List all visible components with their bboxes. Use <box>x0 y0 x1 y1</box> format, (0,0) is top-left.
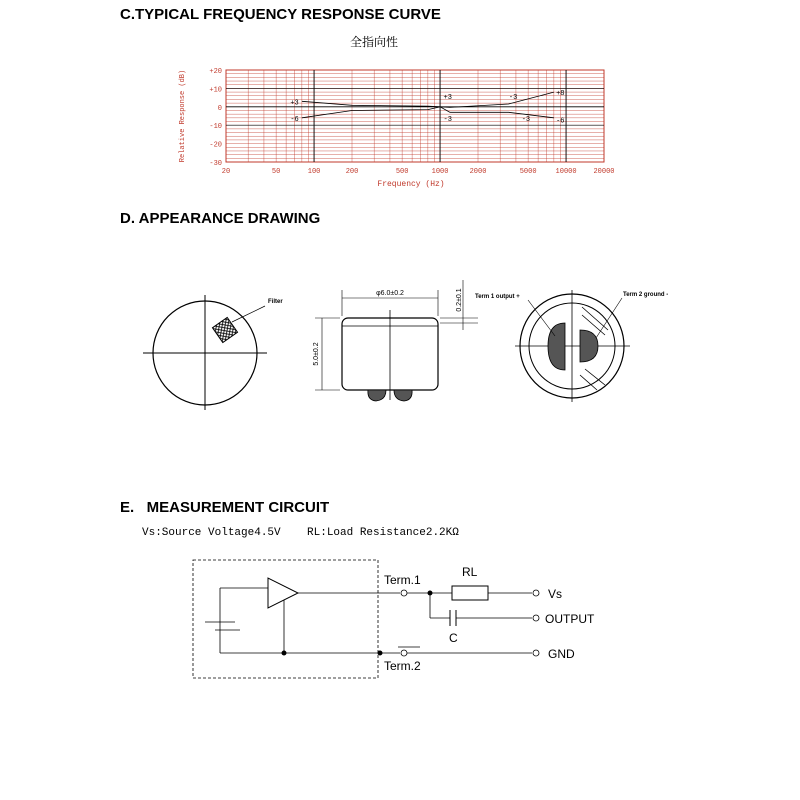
frequency-response-chart <box>0 0 800 200</box>
x-tick-label: 200 <box>345 168 359 176</box>
y-axis-label: Relative Response (dB) <box>179 69 187 163</box>
x-tick-label: 100 <box>307 168 321 176</box>
chart-frame <box>226 70 604 162</box>
height-label: 5.0±0.2 <box>313 342 320 366</box>
filter-label: Filter <box>268 299 283 305</box>
output-label: OUTPUT <box>545 612 595 626</box>
amplifier-symbol <box>268 578 298 608</box>
chart-subtitle: 全指向性 <box>350 35 399 49</box>
term1-label: Term 1 output + <box>475 294 520 300</box>
x-tick-label: 50 <box>271 168 281 176</box>
term2-label: Term 2 ground - <box>623 292 669 298</box>
chart-grid <box>226 70 604 162</box>
annotation-label: -3 <box>508 93 518 102</box>
side-view <box>313 280 478 401</box>
x-tick-label: 2000 <box>469 168 487 176</box>
x-tick-label: 20 <box>221 168 231 176</box>
mic-housing <box>193 560 378 678</box>
appearance-drawing <box>0 270 800 470</box>
y-tick-label: +10 <box>209 86 222 95</box>
section-e-heading: E. MEASUREMENT CIRCUIT <box>120 499 330 516</box>
term2-label: Term.2 <box>384 659 421 673</box>
diameter-label: φ6.0±0.2 <box>376 290 404 297</box>
y-tick-label: -20 <box>209 141 222 150</box>
top-view <box>143 295 283 410</box>
circuit-spec-line: Vs:Source Voltage4.5V RL:Load Resistance2.2KΩ <box>142 527 459 539</box>
annotation-label: -3 <box>521 115 531 124</box>
x-tick-label: 1000 <box>431 168 449 176</box>
y-tick-label: -30 <box>209 160 222 168</box>
y-tick-label: 0 <box>217 104 222 113</box>
annotation-label: +8 <box>556 90 565 99</box>
measurement-circuit <box>0 550 800 690</box>
x-tick-label: 10000 <box>555 168 577 176</box>
chart-annotations <box>290 90 564 126</box>
annotation-label: -6 <box>290 115 299 124</box>
term2-pad <box>580 330 598 362</box>
annotation-label: -3 <box>443 115 452 124</box>
term1-label: Term.1 <box>384 573 421 587</box>
vs-label: Vs <box>548 587 563 601</box>
x-tick-label: 5000 <box>519 168 537 176</box>
y-tick-label: +20 <box>209 68 222 76</box>
annotation-label: +3 <box>290 99 299 108</box>
section-d-heading: D. APPEARANCE DRAWING <box>120 210 321 227</box>
rl-label: RL <box>462 565 478 579</box>
x-axis-label: Frequency (Hz) <box>377 180 445 189</box>
bottom-view <box>475 290 668 402</box>
x-tick-label: 20000 <box>593 168 615 176</box>
offset-label: 0.2±0.1 <box>456 288 463 312</box>
annotation-label: -6 <box>556 117 565 126</box>
x-tick-label: 500 <box>395 168 409 176</box>
load-resistor <box>452 586 488 600</box>
gnd-label: GND <box>548 647 575 661</box>
section-c-heading: C.TYPICAL FREQUENCY RESPONSE CURVE <box>120 6 441 23</box>
annotation-label: +3 <box>443 93 452 102</box>
capacitor-label: C <box>449 631 458 645</box>
y-tick-label: -10 <box>209 123 222 132</box>
